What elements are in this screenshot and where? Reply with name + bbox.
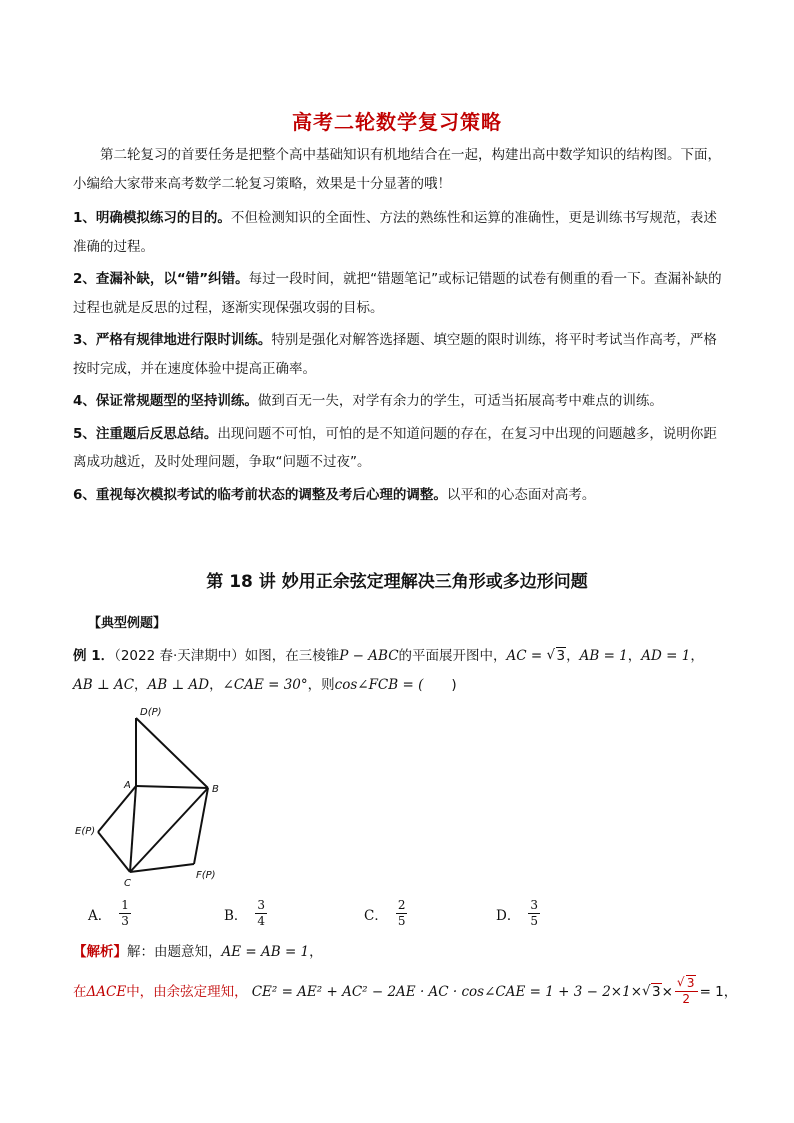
edge-a-c (130, 786, 136, 872)
choice-c[interactable] (364, 898, 407, 929)
tip-item (73, 481, 725, 510)
equation-result: = 1 (699, 983, 724, 1000)
solution-line-2: 在 ΔACE 中，由余弦定理知， CE² = AE² + AC² − 2AE · AC · cos∠CAE = 1 + 3 − 2×1× √ 3 × √ $\frac{3}{2}$ = 1 ， (73, 976, 733, 1007)
edge-a-b (136, 786, 208, 788)
tip-item (73, 204, 725, 261)
condition-perp-1: AB ⊥ AC (73, 677, 135, 693)
tip-body: 以平和的心态面对高考。 (446, 486, 596, 503)
tip-item (73, 420, 725, 477)
condition-ad: AD = 1 (641, 648, 691, 664)
choice-b[interactable] (224, 898, 267, 929)
choice-letter: D． (496, 907, 521, 924)
tip-body: 不但检测知识的全面性、方法的熟练性和运算的准确性，更是训练书写规范，表述准确的过程。 (73, 210, 717, 255)
solution-label: 【解析】 (73, 944, 127, 960)
tip-heading: 5、注重题后反思总结。 (73, 425, 218, 442)
fraction-denominator: 5 (397, 914, 406, 928)
condition-ac: AC = (506, 648, 543, 664)
triangle-name: ΔACE (86, 983, 127, 1000)
label-e: E(P) (75, 826, 96, 837)
choice-fraction (396, 898, 408, 929)
tip-heading: 1、明确模拟练习的目的。 (73, 210, 231, 226)
label-d: D(P) (140, 707, 162, 718)
edge-b-c (130, 788, 208, 872)
tip-heading: 3、严格有规律地进行限时训练。 (73, 332, 272, 348)
choice-fraction (119, 898, 131, 929)
condition-angle: ∠CAE = 30° (222, 677, 308, 693)
times-sign: × (661, 983, 673, 1000)
section-label: 【典型例题】 (88, 616, 167, 631)
choice-fraction (255, 898, 267, 929)
sqrt-symbol (642, 980, 662, 1004)
condition-ab: AB = 1 (579, 648, 628, 664)
sqrt-radicand: 3 (652, 983, 661, 1000)
edge-f-c (130, 864, 194, 872)
fraction-denominator: 2 (682, 992, 691, 1006)
edge-e-c (98, 832, 130, 872)
solution-text: 在 (73, 983, 87, 1000)
choice-letter: A． (88, 907, 112, 924)
sqrt-radicand: 3 (556, 648, 566, 664)
solution-math: AE = AB = 1 (221, 944, 310, 960)
tetrahedron-name: P − ABC (339, 648, 399, 664)
tip-heading: 4、保证常规题型的坚持训练。 (73, 393, 258, 409)
example-source: （2022 春·天津期中） (114, 648, 245, 664)
sqrt-symbol (547, 642, 567, 671)
edge-a-e (98, 786, 136, 832)
tip-body: 每过一段时间，就把“错题笔记”或标记错题的试卷有侧重的看一下。查漏补缺的过程也就是反思的过程，逐渐实现保强攻弱的目标。 (73, 271, 722, 316)
page-title: 高考二轮数学复习策略 (292, 110, 502, 134)
tip-item (73, 265, 725, 322)
example-text: 如图，在三棱锥 (244, 648, 340, 664)
fraction-denominator: 4 (257, 914, 266, 928)
example-label: 例 1． (73, 648, 115, 664)
solution-text: 解：由题意知， (127, 944, 222, 960)
tip-heading: 6、重视每次模拟考试的临考前状态的调整及考后心理的调整。 (73, 486, 447, 503)
question-expression: cos∠FCB = ( (334, 677, 424, 693)
choice-d[interactable] (496, 898, 540, 929)
tip-body: 出现问题不可怕，可怕的是不知道问题的存在，在复习中出现的问题越多，说明你距离成功越近，及时处理问题，争取“问题不过夜”。 (73, 425, 717, 470)
lecture-title: 第 18 讲 妙用正余弦定理解决三角形或多边形问题 (206, 572, 588, 592)
label-a: A (124, 780, 131, 791)
tip-heading: 2、查漏补缺，以“错”纠错。 (73, 271, 249, 287)
choice-letter: C． (364, 907, 388, 924)
fraction-numerator (675, 976, 698, 992)
solution-line-1: 【解析】解：由题意知，AE = AB = 1， (73, 944, 323, 960)
tips-list (73, 204, 725, 513)
example-text: 的平面展开图中， (398, 648, 507, 664)
fraction-numerator: 1 (121, 898, 129, 912)
choice-a[interactable] (88, 898, 131, 929)
example-text: 则 (321, 677, 335, 693)
net-diagram (70, 700, 230, 890)
fraction-numerator: 3 (530, 898, 538, 912)
label-b: B (212, 784, 219, 795)
tip-body: 做到百无一失，对学有余力的学生，可适当拓展高考中难点的训练。 (257, 393, 663, 409)
cosine-law-equation: CE² = AE² + AC² − 2AE · AC · cos∠CAE = 1 + 3 − 2×1× (251, 983, 643, 1000)
equation-fraction (675, 976, 698, 1007)
fraction-denominator: 5 (530, 914, 538, 928)
edge-d-b (136, 718, 208, 788)
intro-paragraph: 第二轮复习的首要任务是把整个高中基础知识有机地结合在一起，构建出高中数学知识的结构图。下面，小编给大家带来高考数学二轮复习策略，效果是十分显著的哦！ (73, 147, 721, 192)
fraction-numerator: 3 (257, 898, 266, 912)
example-problem: 例 1．（2022 春·天津期中）如图，在三棱锥P − ABC的平面展开图中，AC = √ 3，AB = 1，AD = 1， AB ⊥ AC，AB ⊥ AD，∠CAE = 30°，则cos∠FCB = ( ) (73, 642, 733, 700)
choice-letter: B． (224, 907, 248, 924)
condition-perp-2: AB ⊥ AD (147, 677, 210, 693)
label-c: C (124, 878, 131, 889)
solution-text: 中，由余弦定理知， (126, 983, 248, 1000)
diagram-edges (98, 718, 208, 872)
label-f: F(P) (196, 870, 216, 881)
tip-body: 特别是强化对解答选择题、填空题的限时训练，将平时考试当作高考，严格按时完成，并在速度体验中提高正确率。 (73, 332, 717, 377)
tip-item (73, 387, 725, 416)
solution-block (73, 940, 738, 1007)
fraction-denominator: 3 (121, 914, 129, 928)
sqrt-radicand: 3 (686, 976, 695, 990)
choice-fraction (528, 898, 540, 929)
answer-choices (88, 898, 648, 934)
tip-item (73, 326, 725, 383)
fraction-numerator: 2 (397, 898, 406, 912)
